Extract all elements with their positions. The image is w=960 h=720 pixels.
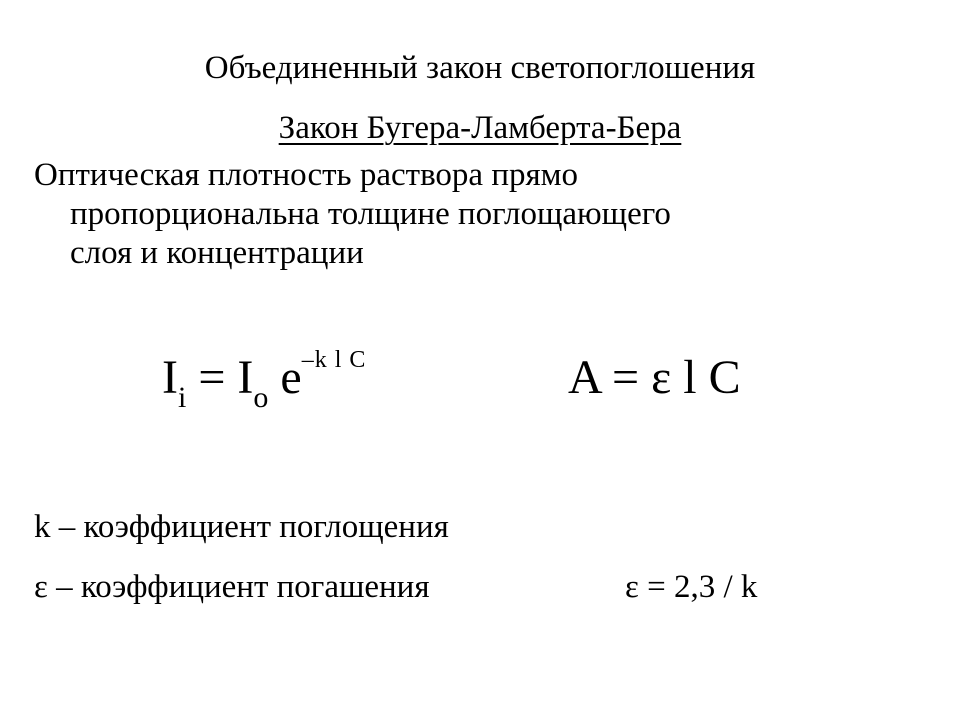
formula-exp-base: e (268, 351, 302, 404)
slide-title: Объединенный закон светопоглошения (204, 50, 756, 86)
law-statement-line-3: слоя и концентрации (70, 235, 364, 271)
law-statement (34, 156, 934, 273)
formula-equals-io: = I (186, 351, 254, 404)
subtitle-text: Закон Бугера-Ламберта-Бера (278, 110, 682, 146)
law-statement-line-1: Оптическая плотность раствора прямо (34, 157, 579, 193)
formula-subscript-o: o (253, 381, 269, 414)
formula-intensity (162, 348, 366, 416)
law-statement-line-2: пропорциональна толщине поглощающего (70, 196, 671, 232)
formula-intensity-symbol: I (162, 351, 178, 404)
formula-subscript-i: i (177, 381, 187, 414)
formula-absorbance: A = ε l C (568, 351, 741, 404)
definition-epsilon: ε – коэффициент погашения (34, 569, 430, 605)
slide-subtitle (0, 106, 960, 150)
definition-k: k – коэффициент поглощения (34, 509, 449, 545)
epsilon-relation: ε = 2,3 / k (625, 569, 758, 605)
formula-exponent: –k l C (301, 347, 367, 373)
